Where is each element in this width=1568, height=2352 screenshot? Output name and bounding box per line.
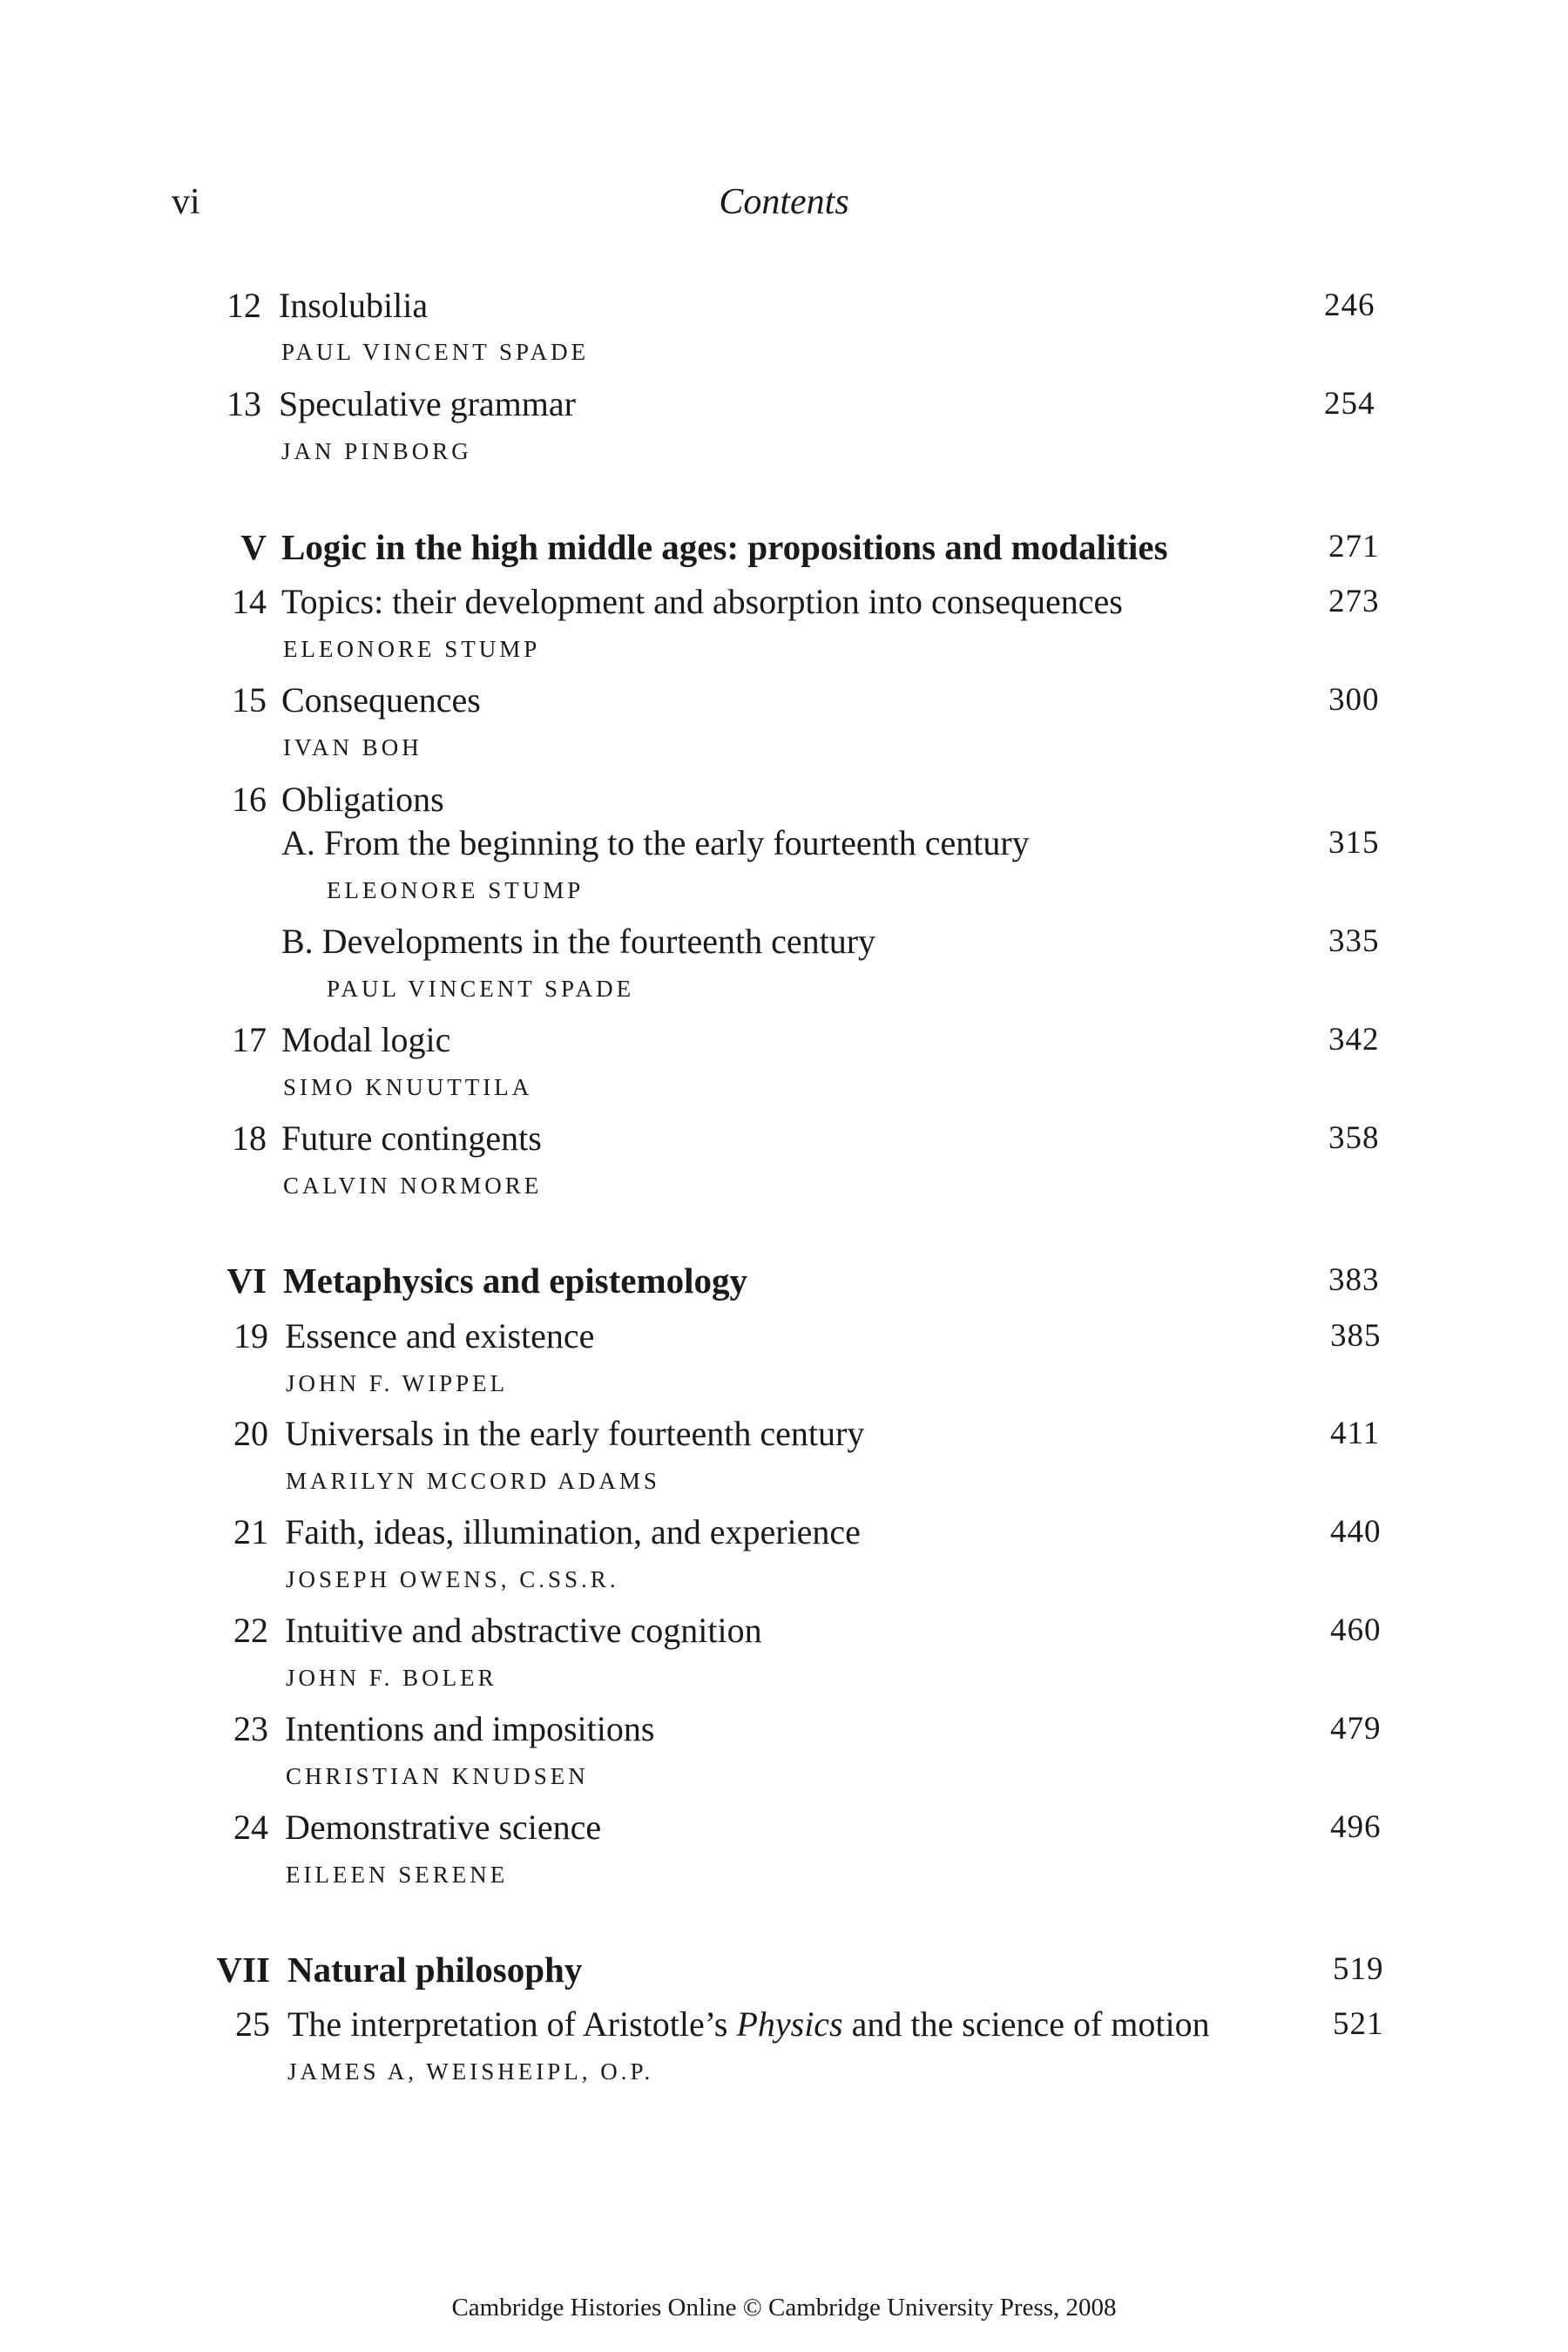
chapter-number: 20 — [233, 1414, 268, 1453]
chapter-title: Obligations — [281, 780, 444, 819]
toc-entry — [0, 1016, 1568, 1064]
chapter-title: Universals in the early fourteenth century — [285, 1414, 865, 1453]
running-head: Contents — [719, 182, 849, 222]
chapter-title: Faith, ideas, illumination, and experience — [285, 1512, 861, 1551]
page-number: vi — [172, 182, 200, 222]
page-ref: 383 — [1328, 1262, 1380, 1298]
chapter-author: JOHN F. BOLER — [286, 1665, 497, 1691]
chapter-author: JOHN F. WIPPEL — [286, 1370, 509, 1396]
toc-subentry — [0, 819, 1568, 868]
page-ref: 479 — [1330, 1711, 1382, 1747]
chapter-number: 22 — [233, 1611, 268, 1650]
page-ref: 460 — [1330, 1612, 1382, 1648]
part-title: Metaphysics and epistemology — [283, 1260, 747, 1301]
toc-entry — [0, 2000, 1568, 2049]
page-ref: 273 — [1328, 584, 1380, 619]
part-number: V — [240, 527, 267, 567]
page-ref: 385 — [1330, 1318, 1382, 1354]
chapter-number: 13 — [226, 384, 261, 423]
chapter-number: 16 — [232, 780, 267, 819]
chapter-author: CALVIN NORMORE — [283, 1173, 543, 1199]
chapter-number: 15 — [232, 680, 267, 720]
chapter-title: Insolubilia — [279, 286, 429, 325]
part-number: VII — [216, 1950, 270, 1990]
chapter-title: Intuitive and abstractive cognition — [285, 1611, 762, 1650]
chapter-title: Speculative grammar — [279, 384, 576, 423]
page-ref: 411 — [1330, 1416, 1381, 1451]
chapter-title: Modal logic — [281, 1020, 451, 1059]
page-ref: 440 — [1330, 1514, 1382, 1550]
toc-entry — [0, 281, 1568, 330]
part-heading — [0, 1945, 1568, 1994]
chapter-author: JAN PINBORG — [281, 438, 472, 464]
toc-entry — [0, 380, 1568, 429]
part-title: Logic in the high middle ages: propositions and modalities — [281, 527, 1168, 567]
page-ref: 335 — [1328, 923, 1380, 959]
chapter-title: Consequences — [281, 680, 481, 720]
toc-entry — [0, 676, 1568, 725]
chapter-author: ELEONORE STUMP — [327, 877, 585, 903]
subchapter-title: B. Developments in the fourteenth century — [281, 922, 876, 961]
page-ref: 521 — [1333, 2006, 1384, 2042]
chapter-author: EILEEN SERENE — [286, 1862, 509, 1888]
toc-entry — [0, 578, 1568, 626]
part-title: Natural philosophy — [287, 1950, 583, 1990]
chapter-number: 19 — [233, 1316, 268, 1355]
chapter-title: Future contingents — [281, 1119, 542, 1158]
chapter-number: 17 — [232, 1020, 267, 1059]
chapter-title: Topics: their development and absorption into consequences — [281, 582, 1123, 621]
chapter-number: 12 — [226, 286, 261, 325]
chapter-title: Essence and existence — [285, 1316, 595, 1355]
part-heading — [0, 523, 1568, 571]
chapter-number: 23 — [233, 1709, 268, 1748]
page-ref: 315 — [1328, 825, 1380, 861]
part-number: VI — [226, 1260, 267, 1301]
page-ref: 271 — [1328, 529, 1380, 564]
page-ref: 358 — [1328, 1120, 1380, 1156]
title-italic-part: Physics — [736, 2004, 843, 2044]
toc-entry — [0, 1803, 1568, 1852]
chapter-title: Demonstrative science — [285, 1808, 602, 1847]
part-heading — [0, 1256, 1568, 1305]
toc-entry — [0, 775, 1568, 824]
page-ref: 496 — [1330, 1809, 1382, 1845]
page-ref: 246 — [1324, 287, 1375, 323]
toc-entry — [0, 1114, 1568, 1163]
chapter-author: JOSEPH OWENS, C.SS.R. — [286, 1566, 619, 1592]
toc-entry — [0, 1606, 1568, 1655]
page-ref: 342 — [1328, 1022, 1380, 1058]
subchapter-title: A. From the beginning to the early fourteenth century — [281, 823, 1030, 862]
chapter-number: 25 — [235, 2004, 270, 2044]
toc-entry — [0, 1508, 1568, 1557]
chapter-title — [287, 2000, 1210, 2049]
chapter-author: SIMO KNUUTTILA — [283, 1074, 533, 1100]
chapter-author: PAUL VINCENT SPADE — [281, 339, 590, 365]
chapter-author: CHRISTIAN KNUDSEN — [286, 1763, 589, 1789]
chapter-author: IVAN BOH — [283, 734, 422, 760]
footer-credit: Cambridge Histories Online © Cambridge University Press, 2008 — [451, 2294, 1117, 2322]
chapter-title: Intentions and impositions — [285, 1709, 655, 1748]
toc-entry — [0, 1705, 1568, 1754]
chapter-number: 21 — [233, 1512, 268, 1551]
chapter-number: 14 — [232, 582, 267, 621]
page-ref: 519 — [1333, 1951, 1384, 1987]
title-part: The interpretation of Aristotle’s — [287, 2004, 737, 2044]
page-ref: 254 — [1324, 386, 1375, 422]
toc-subentry — [0, 917, 1568, 966]
chapter-author: PAUL VINCENT SPADE — [327, 976, 635, 1002]
chapter-author: ELEONORE STUMP — [283, 636, 541, 662]
toc-entry — [0, 1409, 1568, 1458]
chapter-number: 24 — [233, 1808, 268, 1847]
chapter-number: 18 — [232, 1119, 267, 1158]
chapter-author: JAMES A, WEISHEIPL, O.P. — [287, 2058, 654, 2085]
page-ref: 300 — [1328, 682, 1380, 718]
chapter-author: MARILYN MCCORD ADAMS — [286, 1468, 660, 1494]
toc-entry — [0, 1312, 1568, 1361]
title-part: and the science of motion — [842, 2004, 1210, 2044]
